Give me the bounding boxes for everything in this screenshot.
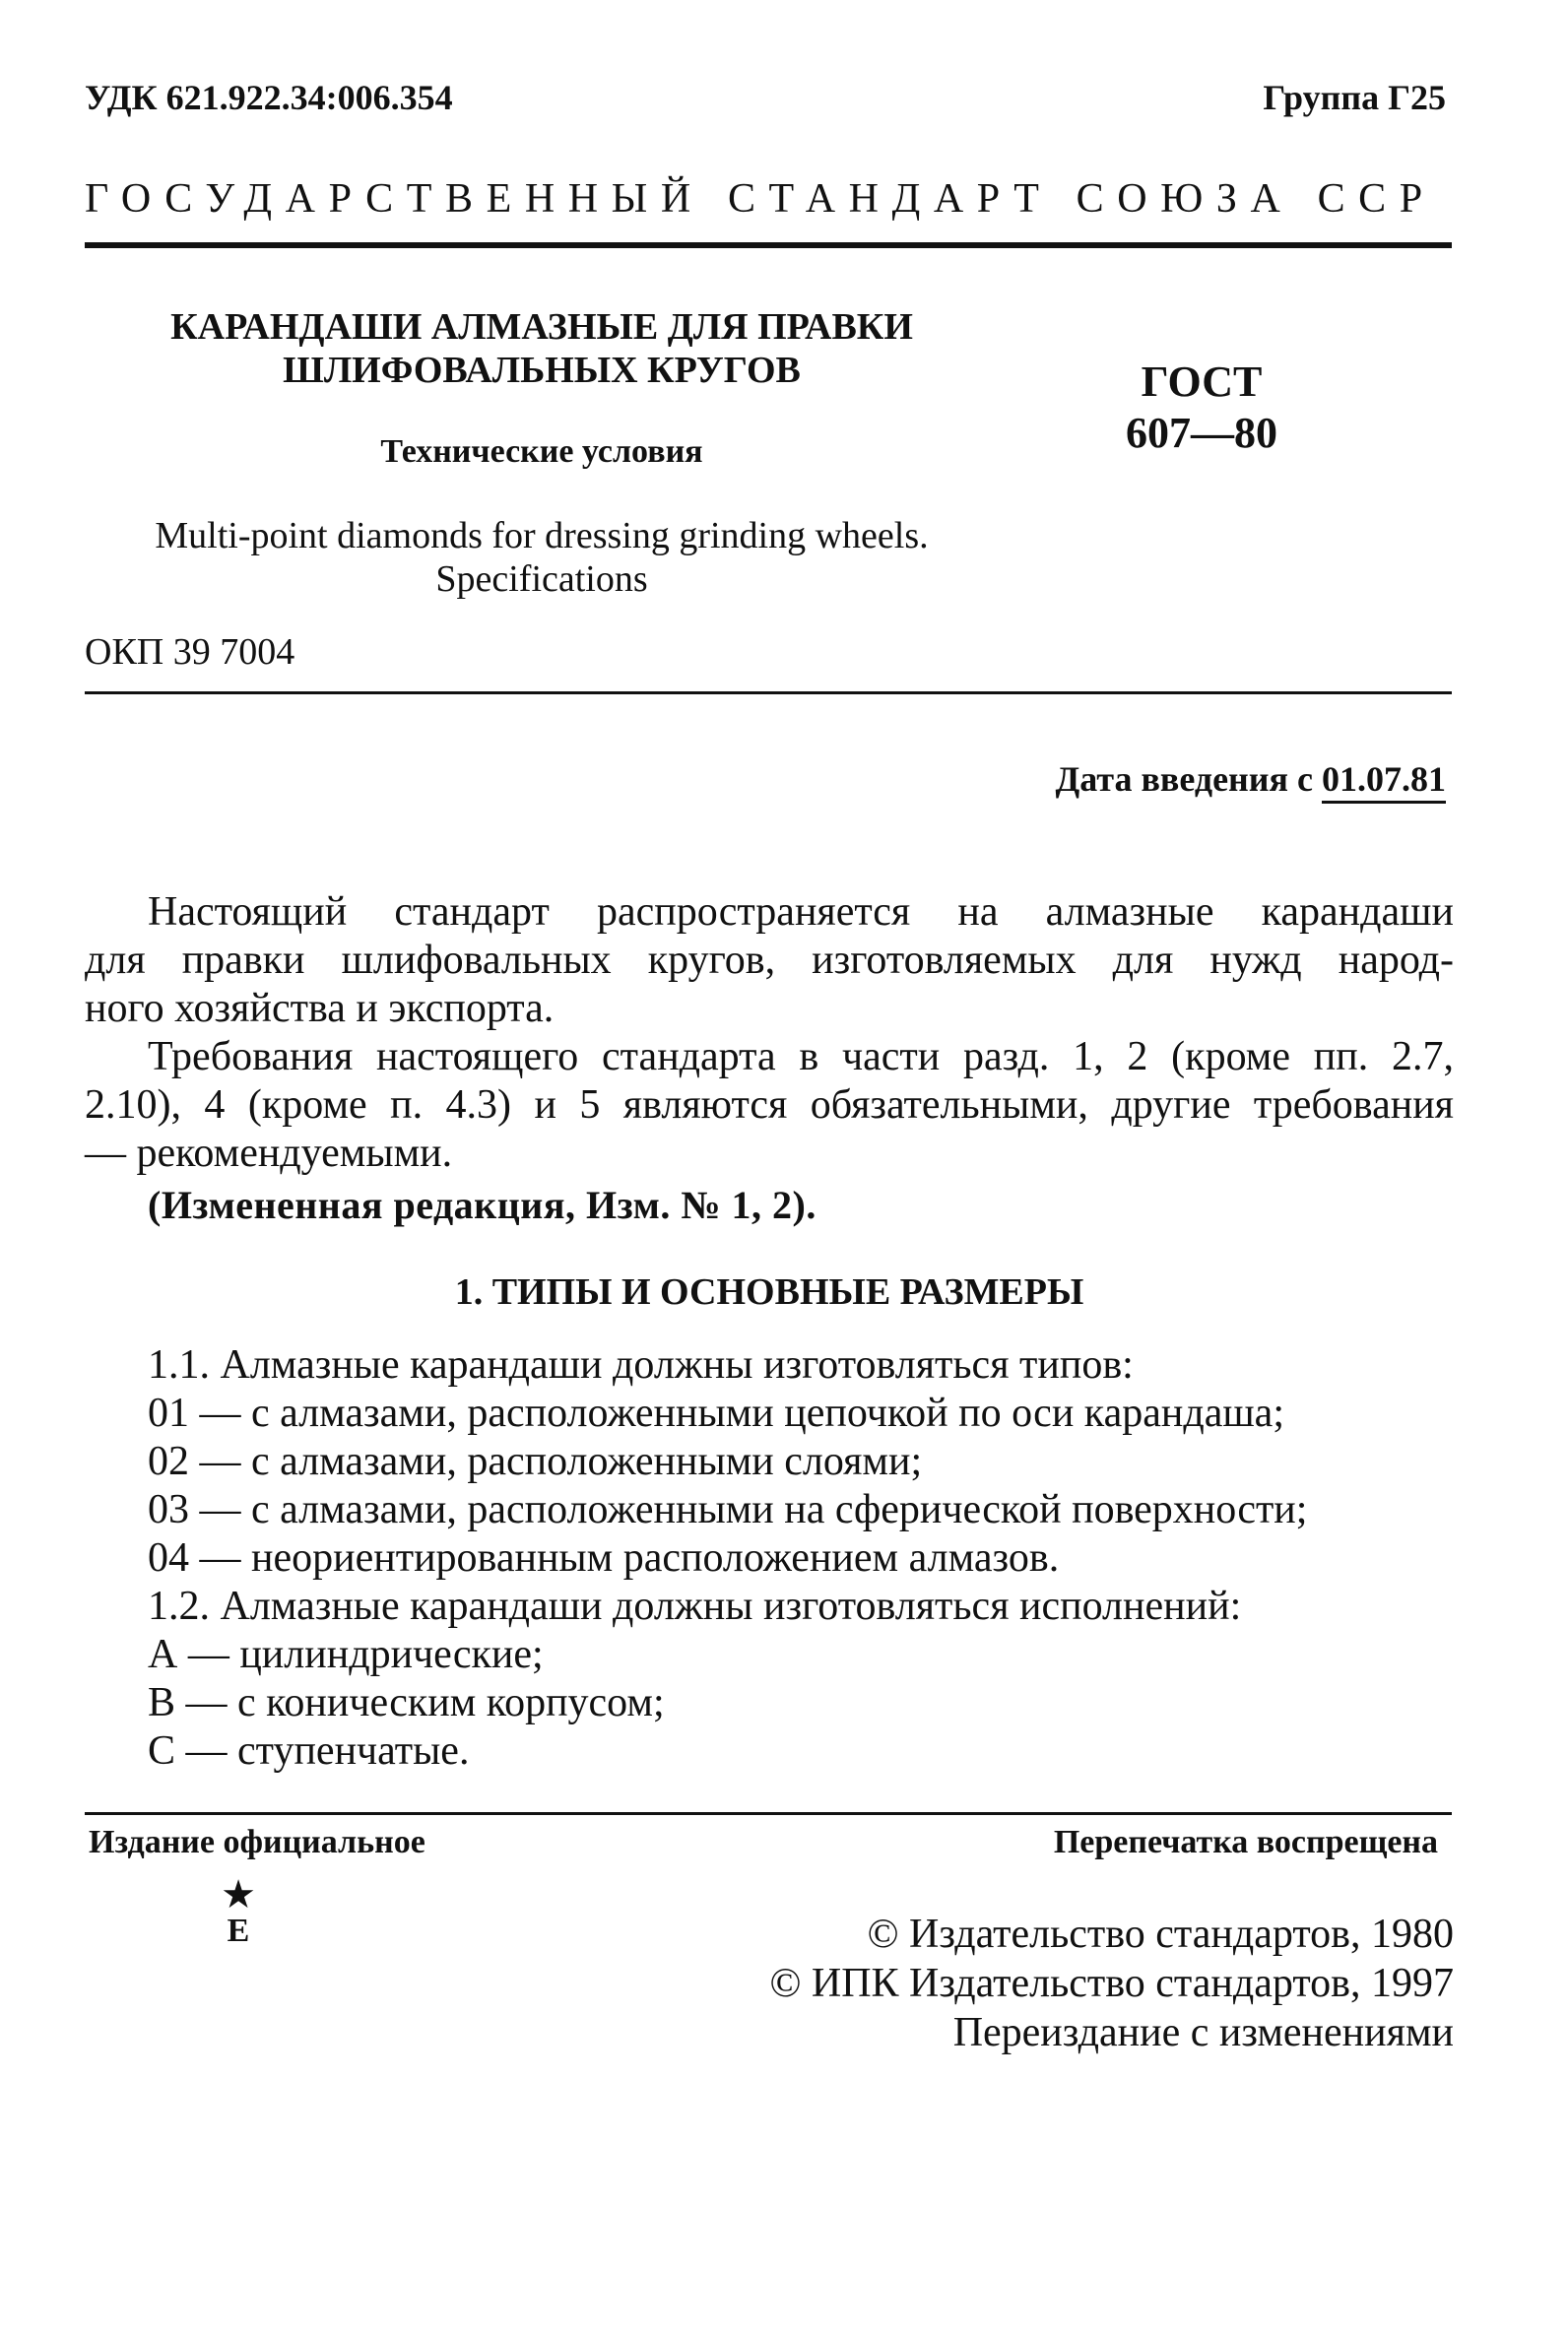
gost-label: ГОСТ xyxy=(1141,357,1263,406)
section-1-line: 01 — с алмазами, расположенными цепочкой по оси карандаша; xyxy=(148,1391,1284,1436)
footer-rule xyxy=(85,1812,1452,1815)
okp-code: ОКП 39 7004 xyxy=(85,631,295,673)
section-1-heading: 1. ТИПЫ И ОСНОВНЫЕ РАЗМЕРЫ xyxy=(454,1271,1084,1313)
gost-number: 607—80 xyxy=(1126,409,1277,457)
group-code: Группа Г25 xyxy=(1263,78,1446,117)
header-rule-thick xyxy=(85,242,1452,248)
amendment-note: (Измененная редакция, Изм. № 1, 2). xyxy=(148,1183,817,1227)
title-rule xyxy=(85,691,1452,694)
section-1-line: 1.1. Алмазные карандаши должны изготовляться типов: xyxy=(148,1342,1134,1388)
section-1-line: 03 — с алмазами, расположенными на сферической поверхности; xyxy=(148,1487,1308,1532)
paragraph-2-line-3: — рекомендуемыми. xyxy=(85,1131,453,1176)
paragraph-2-line-2: 2.10), 4 (кроме п. 4.3) и 5 являются обязательными, другие требования xyxy=(85,1082,1454,1128)
section-1-line: 04 — неориентированным расположением алмазов. xyxy=(148,1535,1060,1581)
section-1-line: 02 — с алмазами, расположенными слоями; xyxy=(148,1439,923,1484)
english-title-line-1: Multi-point diamonds for dressing grinding wheels. xyxy=(155,515,929,556)
intro-date-label: Дата введения с xyxy=(1055,759,1313,799)
standard-line: ГОСУДАРСТВЕННЫЙ СТАНДАРТ СОЮЗА ССР xyxy=(85,176,1436,222)
paragraph-2-line-1: Требования настоящего стандарта в части разд. 1, 2 (кроме пп. 2.7, xyxy=(148,1034,1454,1079)
english-title-line-2: Specifications xyxy=(435,558,648,600)
paragraph-1-line-1: Настоящий стандарт распространяется на алмазные карандаши xyxy=(148,889,1454,935)
intro-date xyxy=(1056,758,1446,800)
edition-mark: Е xyxy=(227,1913,250,1949)
section-1-line: А — цилиндрические; xyxy=(148,1632,544,1677)
intro-date-value: 01.07.81 xyxy=(1322,759,1446,804)
paragraph-1-line-2: для правки шлифовальных кругов, изготовляемых для нужд народ- xyxy=(85,938,1454,983)
copyright-1997: © ИПК Издательство стандартов, 1997 xyxy=(769,1961,1454,2006)
copyright-1980: © Издательство стандартов, 1980 xyxy=(867,1912,1454,1957)
reissue-note: Переиздание с изменениями xyxy=(952,2010,1454,2055)
section-1-line: В — с коническим корпусом; xyxy=(148,1680,665,1725)
subtitle: Технические условия xyxy=(380,433,703,470)
section-1-line: С — ступенчатые. xyxy=(148,1728,470,1774)
udk-code: УДК 621.922.34:006.354 xyxy=(85,78,453,117)
title-line-1: КАРАНДАШИ АЛМАЗНЫЕ ДЛЯ ПРАВКИ xyxy=(170,306,913,348)
title-line-2: ШЛИФОВАЛЬНЫХ КРУГОВ xyxy=(283,350,801,391)
section-1-line: 1.2. Алмазные карандаши должны изготовляться исполнений: xyxy=(148,1584,1242,1629)
reprint-prohibited: Перепечатка воспрещена xyxy=(1053,1824,1438,1860)
paragraph-1-line-3: ного хозяйства и экспорта. xyxy=(85,986,555,1031)
official-edition: Издание официальное xyxy=(89,1824,425,1860)
star-icon: ★ xyxy=(221,1872,256,1917)
